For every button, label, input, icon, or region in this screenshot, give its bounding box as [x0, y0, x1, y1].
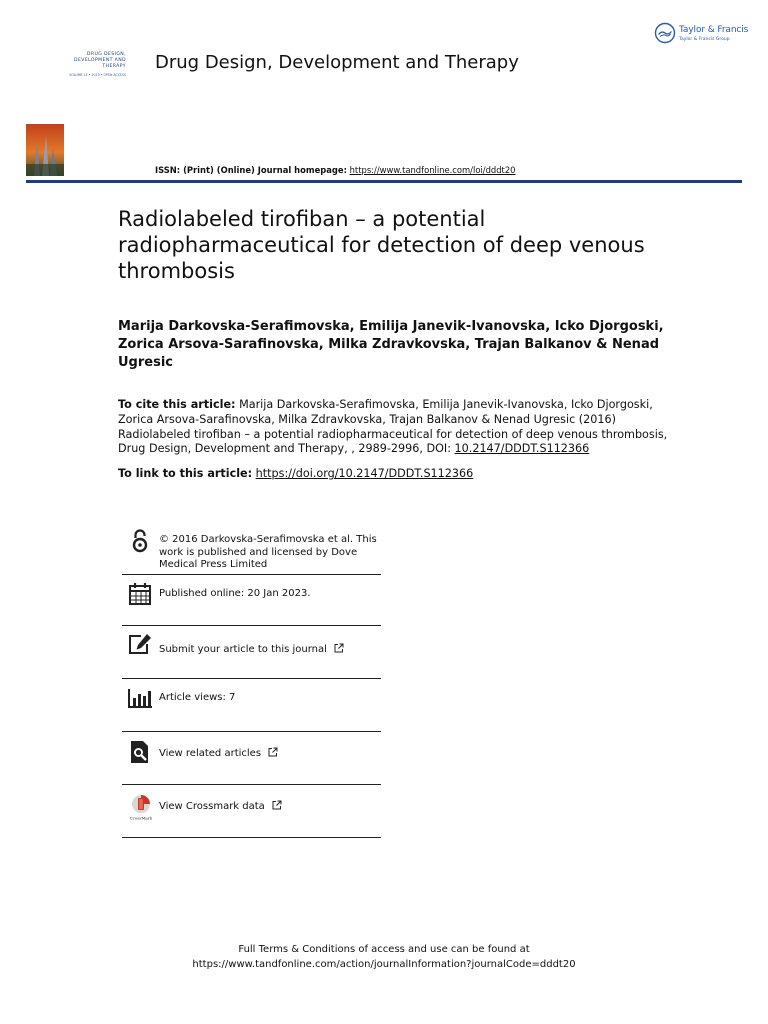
header-divider [26, 180, 742, 183]
info-divider [122, 731, 381, 732]
calendar-icon [127, 581, 153, 607]
article-link-label: To link to this article: [118, 467, 253, 480]
published-date: Published online: 20 Jan 2023. [159, 588, 311, 599]
article-title: Radiolabeled tirofiban – a potential radiopharmaceutical for detection of deep venous thrombosis [118, 207, 645, 283]
article-link[interactable]: https://doi.org/10.2147/DDDT.S112366 [255, 467, 474, 480]
publisher-name: Taylor & Francis [679, 25, 749, 35]
journal-logo-volume: VOLUME 13 • 2019 • OPEN ACCESS [69, 73, 126, 77]
journal-logo-line: THERAPY [102, 64, 126, 69]
submit-article-label[interactable]: Submit your article to this journal [159, 644, 327, 655]
article-link-line [118, 467, 473, 480]
publisher-tagline: Taylor & Francis Group [679, 37, 730, 42]
info-divider [122, 678, 381, 679]
info-divider [122, 625, 381, 626]
journal-logo-line: DEVELOPMENT AND [74, 58, 126, 63]
footer-terms-link[interactable]: https://www.tandfonline.com/action/journalInformation?journalCode=dddt20 [192, 959, 576, 970]
bar-chart-icon [127, 685, 153, 711]
crossmark-badge-text: CrossMark [129, 815, 153, 821]
crossmark-icon [127, 793, 155, 821]
info-divider [122, 837, 381, 838]
article-views-count: Article views: 7 [159, 692, 236, 703]
journal-title: Drug Design, Development and Therapy [155, 52, 519, 73]
journal-logo [50, 52, 126, 88]
issn-label: ISSN: (Print) (Online) Journal homepage: [155, 165, 347, 175]
external-link-icon [334, 643, 344, 653]
footer [0, 942, 768, 972]
crossmark-link[interactable] [159, 800, 381, 814]
footer-terms-text: Full Terms & Conditions of access and use can be found at [238, 944, 530, 955]
info-divider [122, 784, 381, 785]
issn-line [155, 165, 515, 175]
open-access-icon [127, 528, 153, 554]
crossmark-label[interactable]: View Crossmark data [159, 801, 265, 812]
article-authors: Marija Darkovska-Serafimovska, Emilija Janevik-Ivanovska, Icko Djorgoski, Zorica Arsova-Sarafinovska, Milka Zdravkovska, Trajan Balkanov & Nenad Ugresic [118, 319, 664, 370]
article-info-list [122, 528, 381, 838]
citation-label: To cite this article: [118, 398, 236, 411]
edit-icon [127, 631, 153, 657]
license-text: © 2016 Darkovska-Serafimovska et al. This work is published and licensed by Dove Medical Press Limited [159, 534, 377, 570]
submit-article-link[interactable] [159, 643, 381, 657]
related-articles-label[interactable]: View related articles [159, 748, 262, 759]
document-search-icon [127, 739, 153, 765]
external-link-icon [272, 800, 282, 810]
external-link-icon [268, 747, 278, 757]
doi-link[interactable]: 10.2147/DDDT.S112366 [454, 442, 590, 456]
publisher-logo [654, 22, 750, 48]
journal-homepage-link[interactable]: https://www.tandfonline.com/loi/dddt20 [349, 165, 516, 175]
journal-cover-image [26, 124, 64, 176]
citation-block [118, 398, 668, 457]
citation-text: Marija Darkovska-Serafimovska, Emilija Janevik-Ivanovska, Icko Djorgoski, Zorica Arsova-Sarafinovska, Milka Zdravkovska, Trajan Balkanov & Nenad Ugresic (2016) Radiolabeled tirofiban – a potential radiopharmaceutical for detection of deep venous thrombosis, Drug Design, Development and Therapy, , 2989-2996, DOI: [118, 398, 668, 456]
related-articles-link[interactable] [159, 747, 381, 761]
publisher-emblem-icon [654, 22, 676, 44]
journal-logo-line: DRUG DESIGN, [86, 52, 126, 57]
info-divider [122, 574, 381, 575]
